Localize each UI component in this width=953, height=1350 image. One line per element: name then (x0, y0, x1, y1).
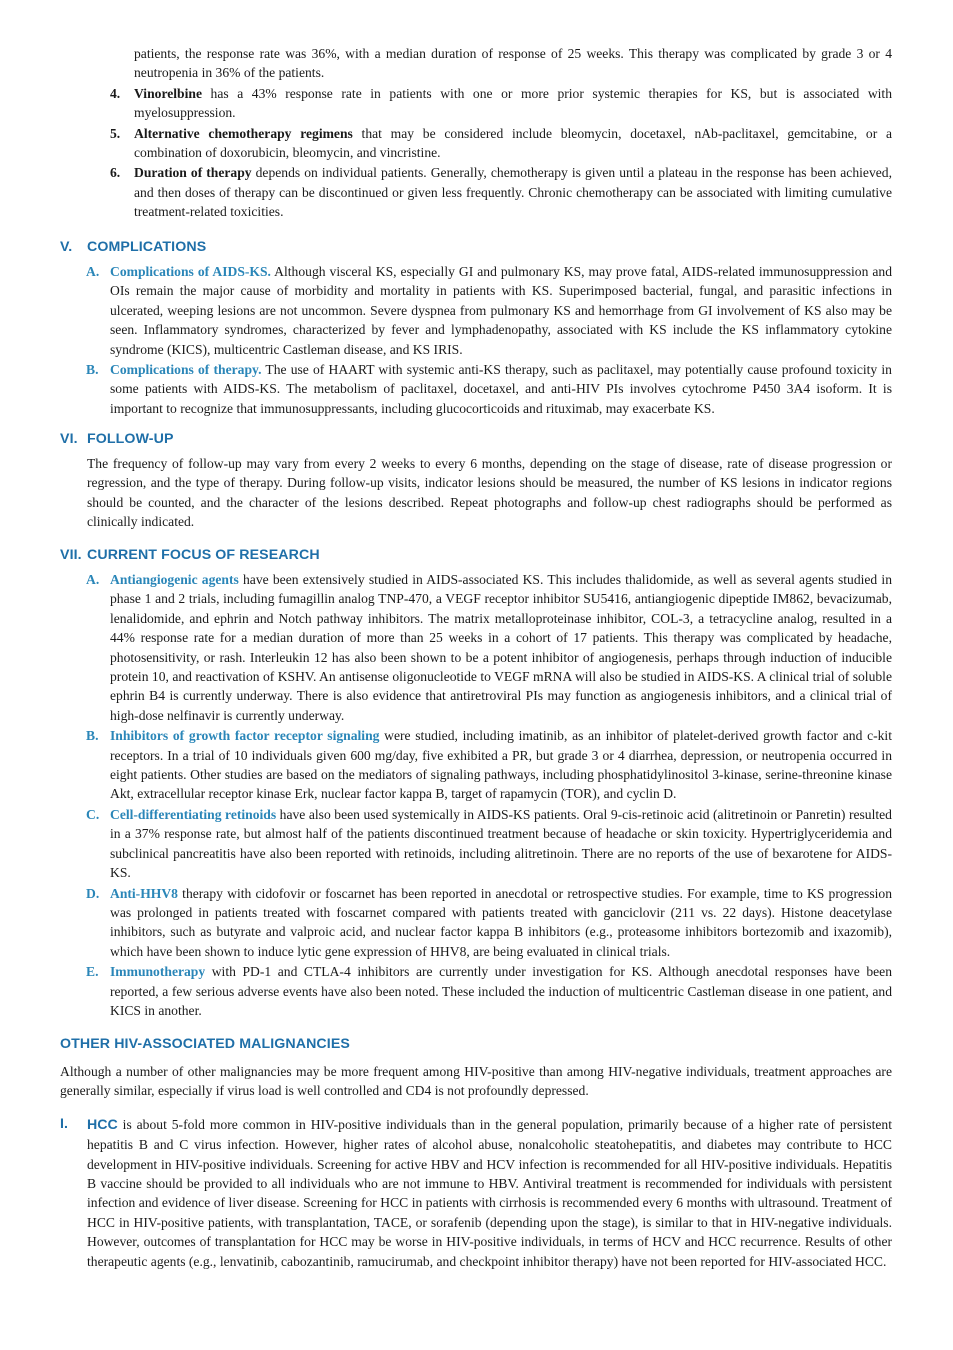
item-text: The use of HAART with systemic anti-KS therapy, such as paclitaxel, may potentially cause profound toxicity in some patients with AIDS-KS. The metabolism of paclitaxel, docetaxel, and anti-HIV PIs involves cytochrome P450 3A4 isoform. It is important to recognize that immunosuppressants, including glucocorticoids and rituximab, may exacerbate KS. (110, 362, 892, 416)
complication-item-b: B. Complications of therapy. The use of HAART with systemic anti-KS therapy, such as paclitaxel, may potentially cause profound toxicity in some patients with AIDS-KS. The metabolism of paclitaxel, docetaxel, and anti-HIV PIs involves cytochrome P450 3A4 isoform. It is important to recognize that immunosuppressants, including glucocorticoids and rituximab, may exacerbate KS. (86, 362, 892, 416)
research-item-d: D. Anti-HHV8 therapy with cidofovir or foscarnet has been reported in anecdotal or retrospective studies. For example, time to KS progression was prolonged in patients treated with foscarnet compared with patients treated with ganciclovir (211 vs. 22 days). Histone deacetylase inhibitors, such as butyrate and valproic acid, and nuclear factor kappa B inhibitors (e.g., proteasome inhibitors bortezomib and ixazomib), which have been shown to induce lytic gene expression of HHV8, are being evaluated in clinical trials. (86, 885, 892, 959)
item-lead: HCC (87, 1116, 118, 1133)
section-research (60, 546, 892, 1020)
research-item-a: A. Antiangiogenic agents have been extensively studied in AIDS-associated KS. This includes thalidomide, as well as several agents studied in phase 1 and 2 trials, including fumagillin analog TNP-470, a VEGF receptor inhibitor SU5416, antiangiogenic dipeptide IM862, bevacizumab, lenalidomide, and ephrin and Notch pathway inhibitors. The matrix metalloproteinase inhibitor, COL-3, a tetracycline analog, resulted in a 44% response rate for a median duration of more than 25 weeks in a cohort of 17 patients. This therapy was complicated by headache, photosensitivity, or rash. Interleukin 12 has also been shown to be a potent inhibitor of angiogenesis, perhaps through induction of inducible protein 10, and reactivation of KSHV. An antisense oligonucleotide to VEGF mRNA will also be studied in AIDS-KS. A clinical trial of soluble ephrin B4 is currently underway. There is also evidence that antiretroviral PIs may function as angiogenesis inhibitors, and a clinical trial of high-dose nelfinavir is currently underway. (86, 572, 892, 723)
other-intro: Although a number of other malignancies may be more frequent among HIV-positive than among HIV-negative individuals, treatment approaches are generally similar, especially if virus load is well controlled and CD4 is not profoundly depressed. (60, 1064, 892, 1099)
item-lead: Anti-HHV8 (110, 885, 178, 901)
section-heading: VII. CURRENT FOCUS OF RESEARCH (60, 547, 320, 563)
research-list (86, 570, 892, 1020)
section-heading: V. COMPLICATIONS (60, 239, 207, 255)
item-text: that may be considered include bleomycin, docetaxel, nAb-paclitaxel, gemcitabine, or a combination of doxorubicin, bleomycin, and vincristine. (134, 125, 892, 161)
research-item-b: B. Inhibitors of growth factor receptor signaling were studied, including imatinib, as an inhibitor of platelet-derived growth factor and c-kit receptors. In a trial of 10 individuals given 600 mg/day, five exhibited a PR, but grade 3 or 4 diarrhea, depression, or neutropenia occurred in eight patients. Other studies are based on the mediators of signaling pathways, including phosphatidylinositol 3-kinase, serine-threonine kinase Akt, extracellular receptor kinase Erk, nuclear factor kappa B, target of rapamycin (TOR), and cyclin D. (86, 728, 892, 802)
list-item-5: 5. Alternative chemotherapy regimens that may be considered include bleomycin, docetaxel, nAb-paclitaxel, gemcitabine, or a combination of doxorubicin, bleomycin, and vincristine. (110, 125, 892, 161)
item-text: Although visceral KS, especially GI and pulmonary KS, may prove fatal, AIDS-related immunosuppression and OIs remain the major cause of morbidity and mortality in patients with KS. Superimposed bacterial, fungal, and parasitic infections in ulcerated, weeping lesions are not uncommon. Severe dyspnea from pulmonary KS and hemorrhage from GI involvement of KS also may be seen. Inflammatory syndromes, characterized by fever and lymphadenopathy, associated with KS include the KS inflammatory cytokine syndrome (KICS), multicentric Castleman disease, and KS IRIS. (110, 264, 892, 357)
item-text: were studied, including imatinib, as an inhibitor of platelet-derived growth factor and c-kit receptors. In a trial of 10 individuals given 600 mg/day, five exhibited a PR, but grade 3 or 4 diarrhea, depression, or neutropenia occurred in eight patients. Other studies are based on the mediators of signaling pathways, including phosphatidylinositol 3-kinase, serine-threonine kinase Akt, extracellular receptor kinase Erk, nuclear factor kappa B, target of rapamycin (TOR), and cyclin D. (110, 728, 892, 802)
section-followup (60, 430, 892, 532)
item-lead: Duration of therapy (134, 165, 252, 181)
section-complications (60, 238, 892, 418)
list-item-6: 6. Duration of therapy depends on individual patients. Generally, chemotherapy is given until a plateau in the response has been achieved, and then doses of therapy can be discontinued or given less frequently. Chronic chemotherapy can be associated with limiting cumulative treatment-related toxicities. (110, 165, 892, 220)
research-item-c: C. Cell-differentiating retinoids have also been used systemically in AIDS-KS patients. Oral 9-cis-retinoic acid (alitretinoin or Panretin) resulted in a 37% response rate, but almost half of the patients discontinued treatment because of headache or skin toxicity. Hypertriglyceridemia and subclinical pancreatitis have also been reported with retinoids, including alitretinoin. There are no reports of the use of bexarotene for AIDS-KS. (86, 806, 892, 881)
list-continuation: patients, the response rate was 36%, with a median duration of response of 25 weeks. This therapy was complicated by grade 3 or 4 neutropenia in 36% of the patients. (134, 46, 892, 81)
list-item-4: 4. Vinorelbine has a 43% response rate in patients with one or more prior systemic therapies for KS, but is associated with myelosuppression. (110, 85, 892, 121)
item-text: have also been used systemically in AIDS-KS patients. Oral 9-cis-retinoic acid (alitretinoin or Panretin) resulted in a 37% response rate, but almost half of the patients discontinued treatment because of headache or skin toxicity. Hypertriglyceridemia and subclinical pancreatitis have also been reported with retinoids, including alitretinoin. There are no reports of the use of bexarotene for AIDS-KS. (110, 806, 892, 881)
item-lead: Antiangiogenic agents (110, 572, 239, 587)
item-lead: Inhibitors of growth factor receptor signaling (110, 728, 380, 744)
complication-item-a: A. Complications of AIDS-KS. Although visceral KS, especially GI and pulmonary KS, may prove fatal, AIDS-related immunosuppression and OIs remain the major cause of morbidity and mortality in patients with KS. Superimposed bacterial, fungal, and parasitic infections in ulcerated, weeping lesions are not uncommon. Severe dyspnea from pulmonary KS and hemorrhage from GI involvement of KS also may be seen. Inflammatory syndromes, characterized by fever and lymphadenopathy, associated with KS include the KS inflammatory cytokine syndrome (KICS), multicentric Castleman disease, and KS IRIS. (86, 264, 892, 357)
section-heading: OTHER HIV-ASSOCIATED MALIGNANCIES (60, 1036, 350, 1052)
item-text: depends on individual patients. Generally, chemotherapy is given until a plateau in the response has been achieved, and then doses of therapy can be discontinued or given less frequently. Chronic chemotherapy can be associated with limiting cumulative treatment-related toxicities. (134, 165, 892, 220)
research-item-e: E. Immunotherapy with PD-1 and CTLA-4 inhibitors are currently under investigation for KS. Although anecdotal responses have been reported, a few serious adverse events have also been noted. These included the induction of multicentric Castleman disease in one patient, and KICS in another. (86, 964, 892, 1018)
item-lead: Immunotherapy (110, 964, 206, 980)
item-lead: Alternative chemotherapy regimens (134, 125, 353, 141)
section-other-malignancies (60, 1035, 892, 1271)
item-lead: Complications of AIDS-KS. (110, 264, 271, 279)
complications-list (86, 262, 892, 418)
item-text: is about 5-fold more common in HIV-positive individuals than in the general population, primarily because of a higher rate of persistent hepatitis B and C virus infection. However, higher rates of alcohol abuse, nonalcoholic steatohepatitis, and diabetes may contribute to HCC development in HIV-positive individuals. Screening for active HBV and HCV infection is recommended for all HIV-positive individuals. Hepatitis B vaccine should be provided to all individuals who are not immune to HBV. Antiviral treatment is recommended for individuals with persistent infection and evidence of liver disease. Screening for HCC in patients with cirrhosis is recommended every 6 months with ultrasound. Treatment of HCC in HIV-positive patients, with transplantation, TACE, or sorafenib (depending upon the stage), is similar to that in HIV-negative individuals. However, outcomes of transplantation for HCC may be worse in HIV-positive individuals, in terms of HCV and HCC recurrence. Results of other therapeutic agents (e.g., lenvatinib, cabozantinib, ramucirumab, and checkpoint inhibitor therapy) have not been reported for HIV-associated HCC. (87, 1116, 892, 1269)
followup-text: The frequency of follow-up may vary from every 2 weeks to every 6 months, depending on the stage of disease, rate of disease progression or regression, and the type of therapy. During follow-up visits, indicator lesions should be measured, the number of KS lesions in indicator regions should be counted, and the character of the lesions described. Repeat photographs and follow-up chest radiographs should be performed as clinically indicated. (87, 456, 892, 530)
section-numeral: VI. (60, 431, 78, 447)
item-text: have been extensively studied in AIDS-associated KS. This includes thalidomide, as well as several agents studied in phase 1 and 2 trials, including fumagillin analog TNP-470, a VEGF receptor inhibitor SU5416, antiangiogenic dipeptide IM862, bevacizumab, lenalidomide, and ephrin and Notch pathway inhibitors. The matrix metalloproteinase inhibitor, COL-3, a tetracycline analog, resulted in a 44% response rate for a median duration of more than 25 weeks in a cohort of 17 patients. This therapy was complicated by headache, photosensitivity, or rash. Interleukin 12 has also been shown to be a potent inhibitor of angiogenesis, perhaps through induction of inducible protein 10, and reactivation of KSHV. An antisense oligonucleotide to VEGF mRNA will also be studied in AIDS-KS. A clinical trial of soluble ephrin B4 is currently underway. There is also evidence that antiretroviral PIs may function as angiogenesis inhibitors, and a clinical trial of high-dose nelfinavir is currently underway. (110, 572, 892, 723)
item-text: with PD-1 and CTLA-4 inhibitors are currently under investigation for KS. Although anecdotal responses have been reported, a few serious adverse events have also been noted. These included the induction of multicentric Castleman disease in one patient, and KICS in another. (110, 964, 892, 1018)
item-text: has a 43% response rate in patients with one or more prior systemic therapies for KS, but is associated with myelosuppression. (134, 85, 892, 121)
section-heading: VI. FOLLOW-UP (60, 431, 174, 447)
chemo-list (110, 44, 892, 222)
hcc-item: I. HCC is about 5-fold more common in HIV-positive individuals than in the general population, primarily because of a higher rate of persistent hepatitis B and C virus infection. However, higher rates of alcohol abuse, nonalcoholic steatohepatitis, and diabetes may contribute to HCC development in HIV-positive individuals. Screening for active HBV and HCV infection is recommended for all HIV-positive individuals. Hepatitis B vaccine should be provided to all individuals who are not immune to HBV. Antiviral treatment is recommended for individuals with persistent infection and evidence of liver disease. Screening for HCC in patients with cirrhosis is recommended every 6 months with ultrasound. Treatment of HCC in HIV-positive patients, with transplantation, TACE, or sorafenib (depending upon the stage), is similar to that in HIV-negative individuals. However, outcomes of transplantation for HCC may be worse in HIV-positive individuals, in terms of HCV and HCC recurrence. Results of other therapeutic agents (e.g., lenvatinib, cabozantinib, ramucirumab, and checkpoint inhibitor therapy) have not been reported for HIV-associated HCC. (60, 1115, 892, 1269)
item-lead: Cell-differentiating retinoids (110, 806, 277, 822)
item-lead: Complications of therapy. (110, 362, 262, 378)
item-lead: Vinorelbine (134, 85, 202, 101)
item-text: therapy with cidofovir or foscarnet has been reported in anecdotal or retrospective studies. For example, time to KS progression was prolonged in patients treated with foscarnet compared with patients treated with ganciclovir (211 vs. 22 days). Histone deacetylase inhibitors, such as butyrate and valproic acid, and nuclear factor kappa B inhibitors (e.g., proteasome inhibitors bortezomib and ixazomib), which have been shown to induce lytic gene expression of HHV8, are being evaluated in clinical trials. (110, 885, 892, 959)
section-numeral: V. (60, 239, 73, 255)
section-numeral: VII. (60, 547, 82, 563)
